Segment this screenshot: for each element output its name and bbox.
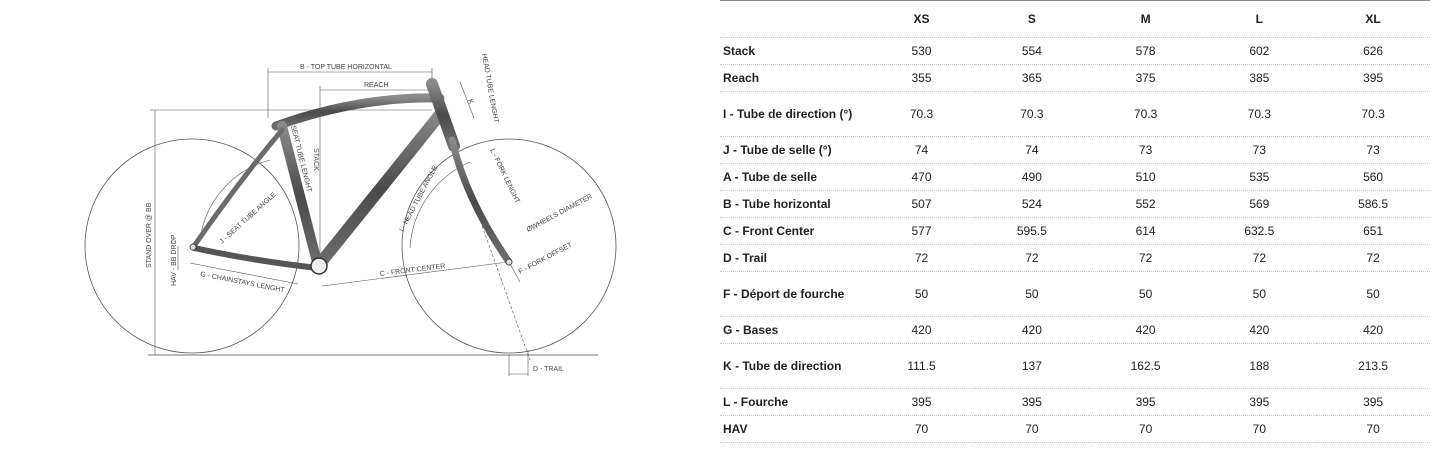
cell-value: 560	[1316, 164, 1430, 191]
label-wheels-diameter: ØWHEELS DIAMETER	[525, 193, 594, 234]
label-stand-over: STAND OVER @ BB	[146, 202, 153, 268]
label-trail: D - TRAIL	[533, 366, 564, 373]
cell-value: 552	[1089, 191, 1203, 218]
cell-value: 50	[868, 272, 975, 317]
row-label: F - Déport de fourche	[720, 272, 868, 317]
cell-value: 137	[975, 344, 1089, 389]
cell-value: 395	[1316, 65, 1430, 92]
cell-value: 626	[1316, 38, 1430, 65]
label-reach: REACH	[364, 82, 389, 89]
bottom-bracket	[311, 258, 327, 274]
geometry-table-container	[720, 0, 1430, 443]
cell-value: 395	[1202, 389, 1316, 416]
geometry-table	[720, 0, 1430, 443]
row-label: B - Tube horizontal	[720, 191, 868, 218]
bike-frame	[194, 84, 509, 268]
cell-value: 70	[975, 416, 1089, 443]
cell-value: 375	[1089, 65, 1203, 92]
cell-value: 73	[1202, 137, 1316, 164]
table-row	[720, 164, 1430, 191]
cell-value: 420	[1316, 317, 1430, 344]
size-header-xl: XL	[1316, 1, 1430, 38]
cell-value: 50	[1202, 272, 1316, 317]
cell-value: 395	[1089, 389, 1203, 416]
cell-value: 72	[868, 245, 975, 272]
size-header-s: S	[975, 1, 1089, 38]
cell-value: 73	[1316, 137, 1430, 164]
row-label: G - Bases	[720, 317, 868, 344]
cell-value: 535	[1202, 164, 1316, 191]
cell-value: 569	[1202, 191, 1316, 218]
cell-value: 74	[975, 137, 1089, 164]
label-top-tube-horizontal: B - TOP TUBE HORIZONTAL	[300, 64, 392, 71]
cell-value: 554	[975, 38, 1089, 65]
label-stack: STACK	[312, 148, 319, 171]
cell-value: 70.3	[975, 92, 1089, 137]
cell-value: 50	[1089, 272, 1203, 317]
cell-value: 72	[1316, 245, 1430, 272]
row-label: I - Tube de direction (°)	[720, 92, 868, 137]
cell-value: 385	[1202, 65, 1316, 92]
row-label: HAV	[720, 416, 868, 443]
cell-value: 188	[1202, 344, 1316, 389]
size-header-xs: XS	[868, 1, 975, 38]
table-row	[720, 416, 1430, 443]
table-row	[720, 218, 1430, 245]
row-label: L - Fourche	[720, 389, 868, 416]
cell-value: 395	[1316, 389, 1430, 416]
cell-value: 578	[1089, 38, 1203, 65]
table-row	[720, 65, 1430, 92]
cell-value: 420	[868, 317, 975, 344]
cell-value: 70	[1202, 416, 1316, 443]
cell-value: 111.5	[868, 344, 975, 389]
label-chainstays: G - CHAINSTAYS LENGHT	[199, 271, 286, 295]
label-bb-drop: HAV - BB DROP	[171, 234, 178, 286]
table-row	[720, 92, 1430, 137]
cell-value: 73	[1089, 137, 1203, 164]
frame-geometry-diagram	[0, 0, 700, 454]
size-header-row	[720, 1, 1430, 38]
cell-value: 595.5	[975, 218, 1089, 245]
cell-value: 70	[1089, 416, 1203, 443]
label-head-tube-angle: I - HEAD TUBE ANGLE	[398, 164, 440, 233]
table-row	[720, 272, 1430, 317]
table-row	[720, 191, 1430, 218]
cell-value: 74	[868, 137, 975, 164]
label-k-marker: K	[466, 98, 475, 106]
cell-value: 365	[975, 65, 1089, 92]
cell-value: 72	[975, 245, 1089, 272]
cell-value: 507	[868, 191, 975, 218]
cell-value: 70.3	[1316, 92, 1430, 137]
rear-dropout	[190, 244, 196, 250]
cell-value: 50	[1316, 272, 1430, 317]
row-label: J - Tube de selle (°)	[720, 137, 868, 164]
cell-value: 70.3	[1202, 92, 1316, 137]
cell-value: 651	[1316, 218, 1430, 245]
cell-value: 614	[1089, 218, 1203, 245]
cell-value: 586.5	[1316, 191, 1430, 218]
cell-value: 490	[975, 164, 1089, 191]
size-header-m: M	[1089, 1, 1203, 38]
cell-value: 577	[868, 218, 975, 245]
label-fork-offset: F - FORK OFFSET	[517, 241, 574, 276]
cell-value: 420	[1202, 317, 1316, 344]
cell-value: 524	[975, 191, 1089, 218]
row-label: Reach	[720, 65, 868, 92]
table-row	[720, 317, 1430, 344]
cell-value: 50	[975, 272, 1089, 317]
row-label: D - Trail	[720, 245, 868, 272]
cell-value: 70.3	[868, 92, 975, 137]
cell-value: 420	[1089, 317, 1203, 344]
cell-value: 395	[868, 389, 975, 416]
table-row	[720, 389, 1430, 416]
header-corner	[720, 1, 868, 38]
table-row	[720, 344, 1430, 389]
cell-value: 470	[868, 164, 975, 191]
cell-value: 162.5	[1089, 344, 1203, 389]
row-label: C - Front Center	[720, 218, 868, 245]
cell-value: 213.5	[1316, 344, 1430, 389]
label-seat-tube-lenght: SEAT TUBE LENGHT	[289, 124, 313, 193]
cell-value: 510	[1089, 164, 1203, 191]
label-fork-lenght: L - FORK LENGHT	[488, 147, 521, 205]
row-label: K - Tube de direction	[720, 344, 868, 389]
table-row	[720, 245, 1430, 272]
size-header-l: L	[1202, 1, 1316, 38]
dimension-lines	[150, 68, 530, 376]
table-row	[720, 137, 1430, 164]
label-seat-tube-angle: J - SEAT TUBE ANGLE	[218, 191, 278, 246]
label-head-tube-lenght: HEAD TUBE LENGHT	[480, 53, 500, 124]
front-dropout	[506, 259, 512, 265]
row-label: A - Tube de selle	[720, 164, 868, 191]
cell-value: 70	[868, 416, 975, 443]
cell-value: 72	[1089, 245, 1203, 272]
cell-value: 530	[868, 38, 975, 65]
label-front-center: C - FRONT CENTER	[379, 262, 446, 278]
cell-value: 602	[1202, 38, 1316, 65]
row-label: Stack	[720, 38, 868, 65]
cell-value: 632.5	[1202, 218, 1316, 245]
cell-value: 355	[868, 65, 975, 92]
table-row	[720, 38, 1430, 65]
cell-value: 395	[975, 389, 1089, 416]
cell-value: 70.3	[1089, 92, 1203, 137]
cell-value: 72	[1202, 245, 1316, 272]
cell-value: 420	[975, 317, 1089, 344]
cell-value: 70	[1316, 416, 1430, 443]
